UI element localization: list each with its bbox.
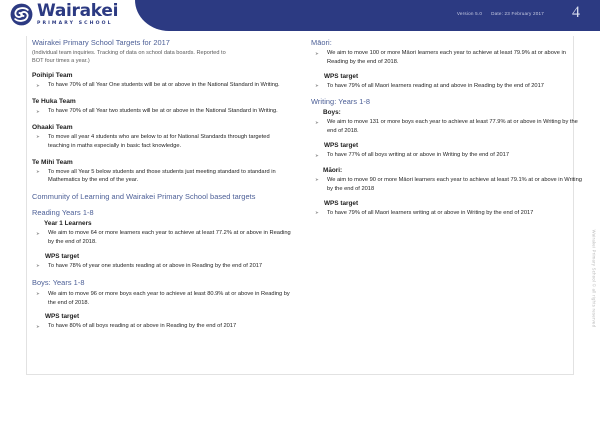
list-item	[311, 118, 584, 136]
list-item	[32, 262, 292, 271]
content-columns	[0, 38, 600, 378]
copyright-text: Wairakei Primary School © all rights reserved	[591, 229, 597, 328]
team-heading-ohaaki: Ohaaki Team	[32, 123, 73, 131]
list-item	[311, 176, 584, 194]
maori-reading-heading: Māori:	[311, 38, 332, 47]
team-heading-te-mihi: Te Mihi Team	[32, 158, 73, 166]
list-item-text: To move all year 4 students who are below to at for National Standards through targeted teaching in maths especially in basic fact knowledge.	[48, 133, 270, 149]
list-item	[32, 107, 292, 116]
list-item-text: We aim to move 131 or more boys each year to achieve at least 77.9% at or above in Writing by the end of 2018.	[327, 119, 578, 135]
writing-maori-bullets	[311, 176, 584, 194]
bullet-arrow-icon: ➤	[315, 119, 319, 125]
bullet-arrow-icon: ➤	[315, 210, 319, 216]
wps-target-heading-boys-reading: WPS target	[45, 313, 80, 321]
bullet-arrow-icon: ➤	[36, 263, 40, 269]
list-item-text: We aim to move 90 or more Māori learners each year to achieve at least 79.1% at or above in Writing by the end of 2018	[327, 176, 582, 192]
wps-target-bullets-boys-reading	[32, 322, 292, 331]
bullet-arrow-icon: ➤	[315, 152, 319, 158]
writing-boys-bullets	[311, 118, 584, 136]
list-item	[32, 133, 292, 151]
bullet-arrow-icon: ➤	[315, 50, 319, 56]
team-bullets-ohaaki	[32, 133, 292, 151]
list-item	[32, 290, 292, 308]
list-item	[32, 81, 292, 90]
list-item	[32, 229, 292, 247]
wps-target-bullets-writing-boys	[311, 151, 584, 160]
list-item-text: To have 70% of all Year One students will be at or above in the National Standard in Writing.	[48, 82, 280, 89]
logo-tagline: PRIMARY SCHOOL	[37, 21, 113, 26]
date-label: Date: 23 February 2017	[491, 11, 544, 16]
reading-years-heading: Reading Years 1-8	[32, 208, 94, 218]
koru-spiral-icon	[10, 3, 33, 26]
writing-boys-heading: Boys:	[323, 109, 341, 117]
list-item	[32, 322, 292, 331]
wps-target-heading-writing-boys: WPS target	[324, 142, 359, 150]
list-item-text: We aim to move 64 or more learners each year to achieve at least 77.2% at or above in Reading by the end of 2018.	[48, 230, 291, 246]
list-item-text: To have 70% of all Year two students will be at or above in the National Standard in Writing.	[48, 108, 278, 115]
bullet-arrow-icon: ➤	[315, 83, 319, 89]
version-label: Version 5.0	[456, 11, 483, 16]
bullet-arrow-icon: ➤	[36, 134, 40, 140]
bullet-arrow-icon: ➤	[36, 230, 40, 236]
maori-reading-bullets	[311, 49, 584, 67]
list-item-text: To have 79% of all Maori learners reading at and above in Reading by the end of 2017	[327, 82, 544, 89]
page-title: Wairakei Primary School Targets for 2017	[32, 38, 170, 47]
writing-maori-heading: Māori:	[323, 166, 343, 174]
bullet-arrow-icon: ➤	[36, 82, 40, 88]
team-bullets-te-huka	[32, 107, 292, 116]
list-item	[311, 49, 584, 67]
list-item	[311, 151, 584, 160]
bullet-arrow-icon: ➤	[36, 108, 40, 114]
writing-years-heading: Writing: Years 1-8	[311, 97, 371, 107]
team-bullets-poihipi	[32, 81, 292, 90]
list-item-text: To have 80% of all boys reading at or above in Reading by the end of 2017	[48, 323, 237, 330]
page-header	[0, 0, 600, 31]
list-item-text: To move all Year 5 below students and those students just meeting standard to standard in Mathematics by the end of the year.	[48, 168, 276, 184]
bullet-arrow-icon: ➤	[36, 169, 40, 175]
wps-target-bullets-year1	[32, 262, 292, 271]
page-number: 4	[572, 4, 580, 21]
year-1-bullets	[32, 229, 292, 247]
list-item-text: We aim to move 100 or more Māori learners each year to achieve at least 79.9% at or above in Reading by the end of 2018.	[327, 50, 566, 65]
community-of-learning-heading: Community of Learning and Wairakei Primary School based targets	[32, 192, 256, 202]
team-bullets-te-mihi	[32, 168, 292, 186]
bullet-arrow-icon: ➤	[36, 291, 40, 297]
left-column	[0, 38, 300, 378]
wps-target-bullets-maori-reading	[311, 82, 584, 91]
boys-reading-bullets	[32, 290, 292, 308]
wps-target-heading-writing-maori: WPS target	[324, 199, 359, 207]
school-logo	[10, 3, 118, 27]
boys-years-heading: Boys: Years 1-8	[32, 277, 85, 287]
list-item-text: To have 78% of year one students reading at or above in Reading by the end of 2017	[48, 262, 263, 269]
page-subtitle: (Individual team inquiries. Tracking of data on school data boards. Reported to BOT four times a year.)	[32, 50, 226, 65]
list-item-text: To have 77% of all boys writing at or above in Writing by the end of 2017	[327, 152, 510, 159]
copyright-sidebar	[589, 229, 599, 418]
list-item-text: We aim to move 96 or more boys each year to achieve at least 80.9% at or above in Reading by the end of 2018.	[48, 290, 290, 306]
list-item	[32, 168, 292, 186]
list-item	[311, 82, 584, 91]
bullet-arrow-icon: ➤	[315, 177, 319, 183]
year-1-learners-heading: Year 1 Learners	[44, 220, 92, 228]
wps-target-bullets-writing-maori	[311, 209, 584, 218]
team-heading-te-huka: Te Huka Team	[32, 98, 76, 106]
logo-wordmark: Wairakei	[37, 1, 119, 21]
wps-target-heading-maori-reading: WPS target	[324, 72, 359, 80]
list-item-text: To have 79% of all Maori learners writing at or above in Writing by the end of 2017	[327, 209, 534, 216]
header-meta	[457, 11, 544, 16]
wps-target-heading-year1: WPS target	[45, 252, 80, 260]
bullet-arrow-icon: ➤	[36, 323, 40, 329]
list-item	[311, 209, 584, 218]
team-heading-poihipi: Poihipi Team	[32, 72, 73, 80]
right-column	[300, 38, 600, 378]
